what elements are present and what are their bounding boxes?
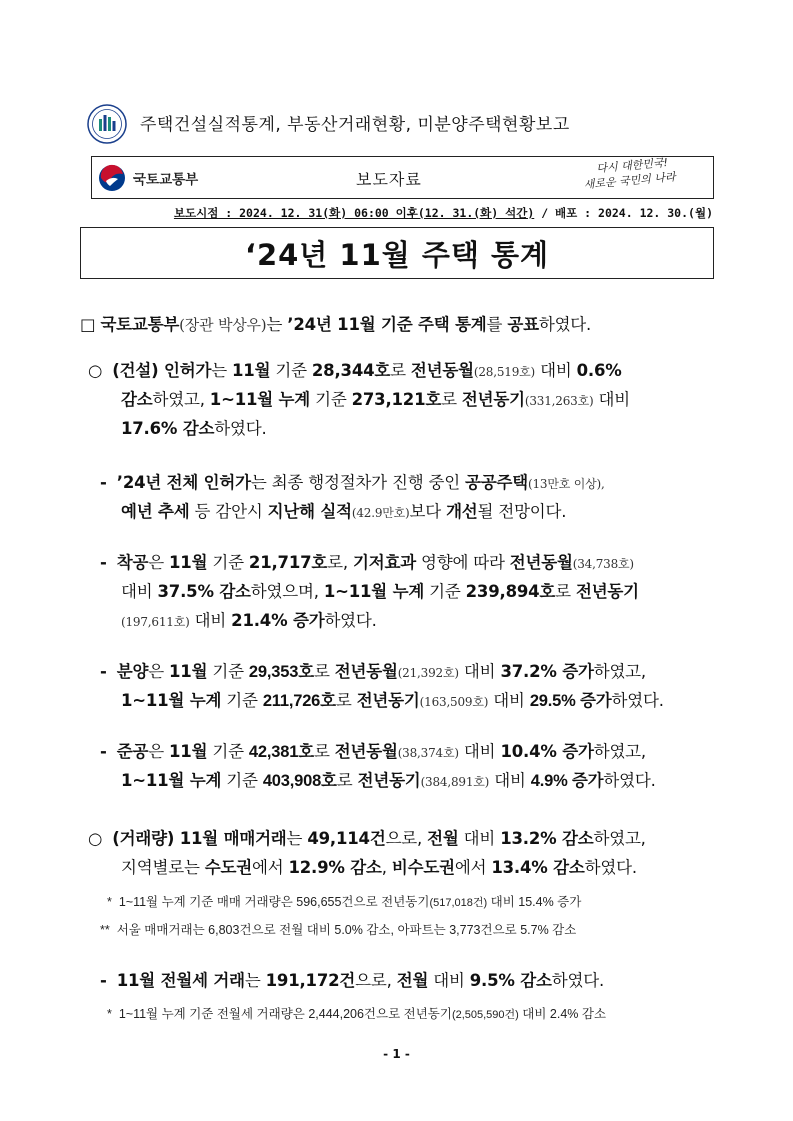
text: 수도권 bbox=[204, 858, 252, 877]
text: 13.2% 감소 bbox=[500, 829, 594, 848]
text: 분양 bbox=[116, 662, 149, 681]
text: 될 전망이다. bbox=[477, 502, 567, 521]
text: 로 bbox=[555, 582, 576, 601]
text: 하였다. bbox=[584, 858, 637, 877]
starts-line-3 bbox=[121, 607, 377, 631]
text: (13만호 이상), bbox=[527, 477, 605, 491]
circle-bullet: ○ bbox=[88, 829, 103, 848]
text: 239,894호 bbox=[465, 582, 556, 601]
text: 기준 bbox=[221, 691, 263, 710]
text: 전년동기 bbox=[357, 771, 421, 790]
doc-type: 보도자료 bbox=[356, 170, 422, 189]
rent-note bbox=[107, 1004, 606, 1022]
sales-line-2 bbox=[121, 687, 664, 711]
completion-line-2 bbox=[121, 767, 656, 791]
text: 191,172건 bbox=[265, 971, 356, 990]
text: 지난해 실적 bbox=[267, 502, 352, 521]
text: (331,263호) bbox=[524, 394, 594, 408]
text: (42.9만호) bbox=[351, 506, 410, 520]
text: 403,908호 bbox=[262, 772, 337, 790]
text: 국토교통부 bbox=[100, 315, 180, 334]
text: 기준 bbox=[207, 662, 249, 681]
text: 29,353호 bbox=[248, 663, 314, 681]
text: (2,505,590건) bbox=[451, 1009, 519, 1021]
text: 기준 bbox=[270, 361, 312, 380]
text: 0.6% bbox=[576, 361, 622, 380]
text: 공표 bbox=[507, 315, 539, 334]
slogan-line-1: 다시 대한민국! bbox=[595, 155, 669, 176]
text: 기준 bbox=[207, 742, 249, 761]
text: 전년동월 bbox=[334, 662, 398, 681]
text: 에서 bbox=[251, 858, 289, 877]
text: 는 bbox=[286, 829, 308, 848]
text: 대비 bbox=[458, 662, 501, 681]
text: (384,891호) bbox=[420, 775, 490, 789]
starts-line-2 bbox=[121, 578, 639, 602]
construction-line-2 bbox=[121, 386, 630, 410]
text: 하였다. bbox=[611, 691, 664, 710]
text: (34,738호) bbox=[572, 557, 634, 571]
text: 전년동월 bbox=[509, 553, 573, 572]
permit-outlook-line-1 bbox=[100, 469, 605, 493]
text: 로, bbox=[327, 553, 353, 572]
text: ’24년 11월 기준 주택 통계 bbox=[287, 315, 487, 334]
transactions-line-2 bbox=[121, 854, 637, 878]
text: 기준 bbox=[424, 582, 466, 601]
text: 비수도권 bbox=[391, 858, 455, 877]
text: 로 bbox=[313, 742, 335, 761]
ministry-logo bbox=[98, 164, 126, 192]
text: 21,717호 bbox=[248, 553, 328, 572]
text: 대비 bbox=[458, 829, 501, 848]
text: , bbox=[381, 858, 392, 877]
text: 1~11월 누계 bbox=[121, 771, 222, 790]
transactions-line-1 bbox=[88, 825, 646, 849]
text: 9.5% 감소 bbox=[469, 971, 552, 990]
text: 1~11월 누계 bbox=[209, 390, 311, 409]
text: 17.6% 감소 bbox=[121, 419, 215, 438]
text: ** bbox=[100, 923, 110, 937]
text: 37.5% 감소 bbox=[157, 582, 251, 601]
text: 전년동기 bbox=[575, 582, 639, 601]
report-title: 주택건설실적통계, 부동산거래현황, 미분양주택현황보고 bbox=[140, 115, 570, 135]
text: 감소 bbox=[121, 390, 153, 409]
text: 37.2% 증가 bbox=[500, 662, 594, 681]
slogan-line-2: 새로운 국민의 나라 bbox=[583, 170, 677, 192]
dash-bullet: - bbox=[100, 473, 107, 492]
text: 49,114건 bbox=[307, 829, 386, 848]
text: 는 bbox=[211, 361, 233, 380]
text: (28,519호) bbox=[473, 365, 536, 379]
text: 하였으며, bbox=[250, 582, 324, 601]
text: 대비 bbox=[535, 361, 577, 380]
text: 에서 bbox=[454, 858, 492, 877]
text: 로 bbox=[441, 390, 462, 409]
transactions-note-1 bbox=[107, 892, 581, 910]
text: 예년 추세 bbox=[121, 502, 190, 521]
text: 211,726호 bbox=[262, 692, 336, 710]
dash-bullet: - bbox=[100, 662, 107, 681]
text: 등 감안시 bbox=[189, 502, 268, 521]
text: 기저효과 bbox=[352, 553, 416, 572]
text: 하였고, bbox=[152, 390, 210, 409]
text: 기준 bbox=[221, 771, 263, 790]
page-title: ‘24년 11월 주택 통계 bbox=[244, 237, 550, 272]
starts-line-1 bbox=[100, 549, 634, 573]
permit-outlook-line-2 bbox=[121, 498, 566, 522]
text: 착공 bbox=[116, 553, 149, 572]
text: (거래량) 11월 매매거래 bbox=[112, 829, 287, 848]
text: 42,381호 bbox=[248, 743, 314, 761]
text: 기준 bbox=[207, 553, 249, 572]
text: 하였다. bbox=[214, 419, 267, 438]
text: 준공 bbox=[116, 742, 149, 761]
distribution-date: / 배포 : 2024. 12. 30.(월) bbox=[534, 206, 713, 220]
text: 21.4% 증가 bbox=[231, 611, 325, 630]
text: ’24년 전체 인허가 bbox=[116, 473, 251, 492]
text: 로 bbox=[313, 662, 335, 681]
text: 은 bbox=[148, 553, 170, 572]
text: 로 bbox=[335, 691, 357, 710]
text: 하였다. bbox=[551, 971, 605, 990]
square-bullet: □ bbox=[80, 315, 96, 334]
text: 은 bbox=[148, 742, 170, 761]
text: 1~11월 누계 bbox=[121, 691, 222, 710]
text: 는 bbox=[266, 315, 288, 334]
text: 영향에 따라 bbox=[415, 553, 510, 572]
text: 으로, bbox=[385, 829, 428, 848]
embargo-time: 보도시점 : 2024. 12. 31(화) 06:00 이후(12. 31.(화) 석간) bbox=[173, 206, 535, 220]
ministry-name: 국토교통부 bbox=[133, 172, 199, 188]
text: 1~11월 누계 bbox=[323, 582, 425, 601]
dash-bullet: - bbox=[100, 971, 107, 990]
rent-line-1 bbox=[100, 967, 604, 991]
national-statistics-seal bbox=[87, 104, 127, 144]
text: 는 bbox=[244, 971, 266, 990]
text: 대비 15.4% 증가 bbox=[487, 895, 582, 909]
text: 기준 bbox=[310, 390, 352, 409]
text: (21,392호) bbox=[397, 666, 459, 680]
text: 10.4% 증가 bbox=[500, 742, 594, 761]
text: 보다 bbox=[409, 502, 447, 521]
text: 하였고, bbox=[593, 742, 646, 761]
text: 11월 bbox=[169, 662, 208, 681]
text: 지역별로는 bbox=[121, 858, 205, 877]
sales-line-1 bbox=[100, 658, 646, 682]
text: 은 bbox=[148, 662, 170, 681]
text: * bbox=[107, 895, 112, 909]
text: 대비 bbox=[189, 611, 232, 630]
text: 는 최종 행정절차가 진행 중인 bbox=[250, 473, 465, 492]
text: 11월 bbox=[169, 553, 208, 572]
text: 전년동월 bbox=[410, 361, 474, 380]
circle-bullet: ○ bbox=[88, 361, 103, 380]
text: 로 bbox=[336, 771, 358, 790]
text: 개선 bbox=[446, 502, 478, 521]
text: (38,374호) bbox=[397, 746, 459, 760]
text: (517,018건) bbox=[429, 897, 488, 909]
text: 대비 2.4% 감소 bbox=[518, 1007, 607, 1021]
text: (건설) 인허가 bbox=[112, 361, 212, 380]
completion-line-1 bbox=[100, 738, 646, 762]
text: 으로, bbox=[355, 971, 397, 990]
text: (장관 박상우) bbox=[179, 316, 267, 334]
construction-line-1 bbox=[88, 357, 622, 381]
text: 서울 매매거래는 6,803건으로 전월 대비 5.0% 감소, 아파트는 3,773건으로 5.7% 감소 bbox=[116, 923, 577, 937]
text: 대비 bbox=[593, 390, 630, 409]
text: 29.5% 증가 bbox=[529, 692, 612, 710]
text: 전월 bbox=[427, 829, 459, 848]
text: 전년동월 bbox=[334, 742, 398, 761]
title-box bbox=[80, 227, 714, 279]
text: 대비 bbox=[428, 971, 470, 990]
text: 대비 bbox=[489, 771, 531, 790]
text: 11월 bbox=[232, 361, 271, 380]
dash-bullet: - bbox=[100, 553, 107, 572]
text: 하였다. bbox=[324, 611, 377, 630]
construction-line-3 bbox=[121, 415, 267, 439]
text: 전월 bbox=[396, 971, 429, 990]
text: (163,509호) bbox=[419, 695, 489, 709]
text: (197,611호) bbox=[121, 615, 190, 629]
text: 1~11월 누계 기준 전월세 거래량은 2,444,206건으로 전년동기 bbox=[118, 1007, 452, 1021]
text: 전년동기 bbox=[461, 390, 525, 409]
text: 를 bbox=[486, 315, 508, 334]
text: 11월 전월세 거래 bbox=[116, 971, 245, 990]
transactions-note-2 bbox=[100, 920, 576, 938]
intro-line bbox=[80, 311, 591, 335]
text: 대비 bbox=[488, 691, 530, 710]
text: 4.9% 증가 bbox=[530, 772, 604, 790]
text: 하였다. bbox=[538, 315, 592, 334]
text: 공공주택 bbox=[465, 473, 528, 492]
text: * bbox=[107, 1007, 112, 1021]
page-number: - 1 - bbox=[383, 1047, 410, 1061]
text: 하였고, bbox=[593, 829, 646, 848]
text: 로 bbox=[390, 361, 411, 380]
text: 12.9% 감소 bbox=[288, 858, 382, 877]
text: 전년동기 bbox=[356, 691, 420, 710]
text: 273,121호 bbox=[351, 390, 442, 409]
text: 11월 bbox=[169, 742, 208, 761]
text: 하였고, bbox=[593, 662, 646, 681]
dash-bullet: - bbox=[100, 742, 107, 761]
text: 13.4% 감소 bbox=[491, 858, 585, 877]
text: 대비 bbox=[121, 582, 158, 601]
text: 대비 bbox=[458, 742, 501, 761]
text: 1~11월 누계 기준 매매 거래량은 596,655건으로 전년동기 bbox=[118, 895, 430, 909]
text: 28,344호 bbox=[311, 361, 391, 380]
text: 하였다. bbox=[603, 771, 656, 790]
release-info bbox=[174, 205, 713, 221]
